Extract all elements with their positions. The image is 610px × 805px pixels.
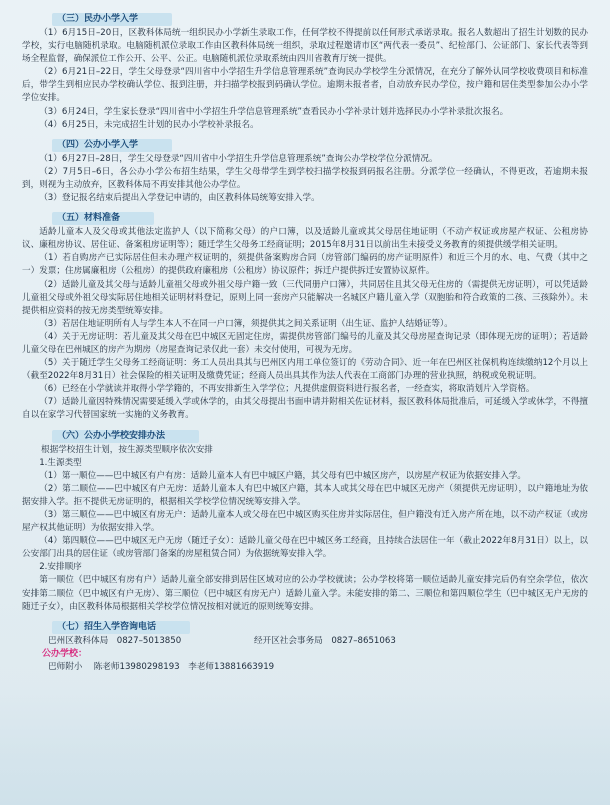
paragraph: （1）第一顺位——巴中城区有户有房：适龄儿童本人有巴中城区户籍，其父母有巴中城区房产，以房屋产权证为依据安排入学。 [39, 470, 526, 481]
paragraph: （3）6月24日，学生家长登录“四川省中小学招生升学信息管理系统”查看民办小学补录计划并选择民办小学补录批次报名。 [39, 106, 509, 117]
section-heading-arrangement: （六）公办小学校安排办法 [52, 430, 199, 443]
contact-row [48, 635, 588, 648]
paragraph: 适龄儿童本人及父母或其他法定监护人（以下简称父母）的户口簿，以及适龄儿童或其父母居住地证明（不动产权证或房屋产权证、公租房协议、廉租房协议、居住证、备案租房证明等）；随迁学生父母务工经商证明；2015年8月31日以前出生未接受义务教育的须提供缓学相关证明。 [22, 227, 588, 251]
section-heading-public-school: （四）公办小学入学 [52, 139, 172, 152]
paragraph: （3）第三顺位——巴中城区有房无户：适龄儿童本人或父母在巴中城区购买住房并实际居住，但户籍没有迁入房产所在地，以不动产权证（或房屋产权其他证明）为依据安排入学。 [22, 510, 588, 534]
paragraph: （2）7月5日–6日，各公办小学公布招生结果，学生父母带学生到学校扫描学校报到码报名注册。分派学位一经确认，不得更改，若逾期未报到，则视为主动放弃，区教科体局不再安排其他公办学位。 [22, 166, 588, 190]
paragraph: （4）6月25日，未完成招生计划的民办小学校补录报名。 [39, 119, 259, 130]
paragraph: （3）若居住地证明所有人与学生本人不在同一户口簿，须提供其之间关系证明（出生证、监护人结婚证等）。 [39, 318, 453, 329]
subheading: 2.安排顺序 [39, 562, 82, 573]
paragraph: （1）6月15日–20日，区教科体局统一组织民办小学新生录取工作，任何学校不得提前以任何形式承诺录取。报名人数超出了招生计划数的民办学校，实行电脑随机录取。电脑随机派位录取工作由区教科体局统一组织，录取过程邀请市区“两代表一委员”、纪检部门、公证部门、家长代表等到场全程监督，确保派位工作公开、公平、公正。电脑随机派位录取系统由四川省教育厅统一提供。 [22, 28, 588, 65]
paragraph: （2）适龄儿童及其父母与适龄儿童祖父母或外祖父母户籍一致（三代同册户口簿），共同居住且其父母无住房的（需提供无房证明），可以凭适龄儿童祖父母或外祖父母实际居住地相关证明材料登记，原则上同一套房产只能解决一名城区户籍儿童入学（双胞胎和符合政策的二孩、三孩除外）。未提供相应资料的按无房类型统筹安排。 [22, 279, 588, 316]
section-heading-private-school: （三）民办小学入学 [52, 13, 172, 26]
paragraph: 第一顺位（巴中城区有房有户）适龄儿童全部安排到居住区域对应的公办学校就读；公办学校将第一顺位适龄儿童安排完后仍有空余学位，依次安排第二顺位（巴中城区有户无房）、第三顺位（巴中城区有房无户）适龄儿童入学。未能安排的第二、三顺位和第四顺位学生（巴中城区无户无房的随迁子女），由区教科体局根据相关学校学位情况按相对就近的原则统筹安排。 [22, 575, 588, 612]
paragraph: （2）第二顺位——巴中城区有户无房：适龄儿童本人有巴中城区户籍，其本人或其父母在巴中城区无房产（须提供无房证明），以户籍地址为依据安排入学。拒不提供无房证明的，根据相关学校学位情况统筹安排入学。 [22, 483, 588, 507]
paragraph: （5）关于随迁学生父母务工经商证明：务工人员出具其与巴州区内用工单位签订的《劳动合同》、近一年在巴州区社保机构连续缴纳12个月以上（截至2022年8月31日）社会保险的相关证明及缴费凭证；经商人员出具其作为法人代表在工商部门办理的营业执照，纳税或免税证明。 [22, 358, 588, 382]
contact-dev-zone: 经开区社会事务局 0827–8651063 [254, 635, 396, 646]
paragraph: （7）适龄儿童因特殊情况需要延缓入学或休学的，由其父母提出书面申请并附相关佐证材料，报区教科体局批准后，可延缓入学或休学，不得擅自以在家学习代替国家统一实施的义务教育。 [22, 397, 588, 421]
paragraph: （6）已经在小学就读并取得小学学籍的，不再安排新生入学学位；凡提供虚假资料进行报名者，一经查实，将取消划片入学资格。 [39, 384, 535, 395]
paragraph: （1）若自购房产已实际居住但未办理产权证明的，须提供备案购房合同（房管部门编码的房产证明原件）和近三个月的水、电、气费（其中之一）发票；住房属廉租房（公租房）的提供政府廉租房（公租房）协议原件；拆迁户提供拆迁安置协议原件。 [22, 253, 588, 277]
paragraph: （3）登记报名结束后提出入学登记申请的，由区教科体局统筹安排入学。 [39, 193, 320, 204]
contact-school: 巴师附小 陈老师13980298193 李老师13881663919 [48, 661, 275, 672]
section-heading-contact: （七）招生入学咨询电话 [52, 621, 190, 634]
paragraph: （4）第四顺位——巴中城区无户无房（随迁子女）：适龄儿童父母在巴中城区务工经商，且持续合法居住一年（截止2022年8月31日）以上，以公安部门出具的居住证（或房管部门备案的房屋租赁合同）为依据统筹安排入学。 [22, 536, 588, 560]
section-heading-materials: （五）材料准备 [52, 212, 154, 225]
public-school-label: 公办学校： [42, 648, 88, 659]
paragraph: （4）关于无房证明：若儿童及其父母在巴中城区无固定住房，需提供房管部门编号的儿童及其父母房屋查询记录（即体现无房的证明）；若适龄儿童父母在巴州城区的房产为期房（房屋查询记录仅此一套）未交付使用，可视为无房。 [22, 331, 588, 355]
subheading: 1.生源类型 [39, 457, 82, 468]
paragraph: （1）6月27日–28日，学生父母登录“四川省中小学招生升学信息管理系统”查询公办学校学位分派情况。 [39, 153, 438, 164]
paragraph: （2）6月21日–22日，学生父母登录“四川省中小学招生升学信息管理系统”查询民办学校学生分派情况，在充分了解外认同学校收费项目和标准后，带学生到相应民办学校确认学位、报到注册，并扫描学校报到码确认学位。逾期未报者者，自动放弃民办学位，按户籍和居住类型参加公办小学学位安排。 [22, 67, 588, 104]
contact-bureau: 巴州区教科体局 0827–5013850 [48, 635, 182, 646]
paragraph: 根据学校招生计划，按生源类型顺序依次安排 [41, 444, 213, 455]
